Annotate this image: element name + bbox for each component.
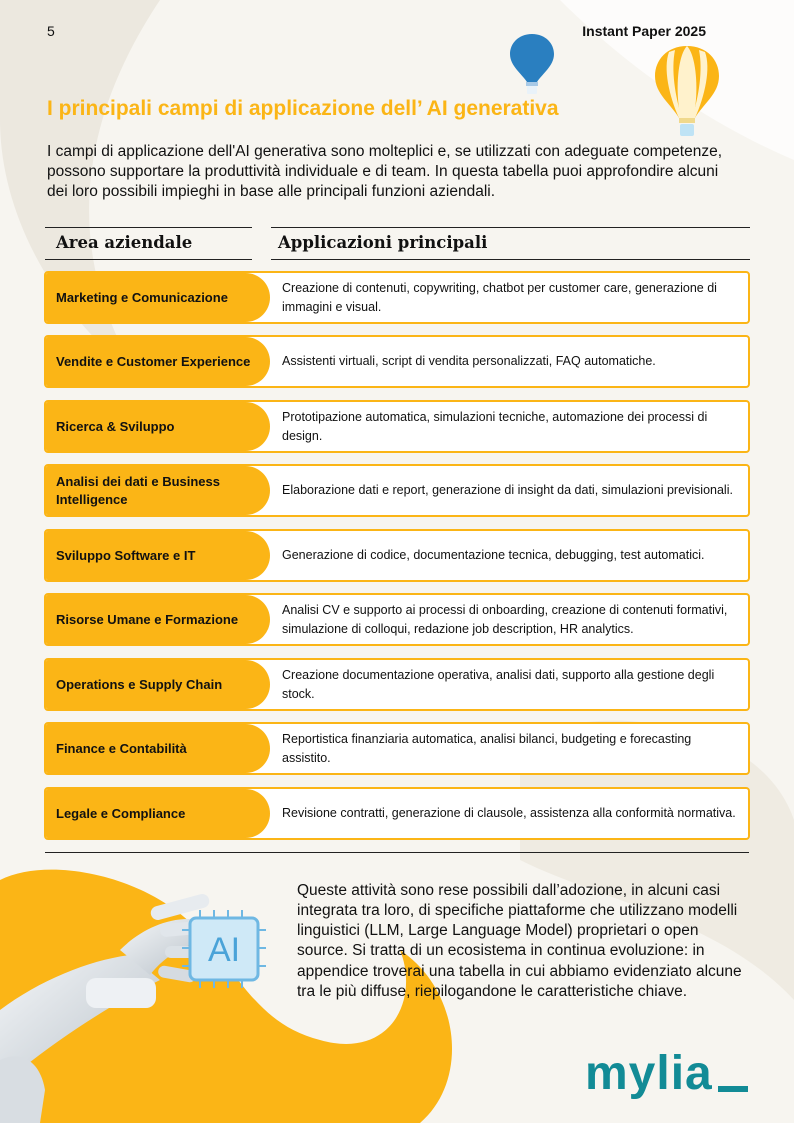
applications-cell: Creazione documentazione operativa, analisi dati, supporto alla gestione degli stock. [282, 668, 715, 701]
area-cell: Analisi dei dati e Business Intelligence [46, 466, 270, 515]
area-cell: Vendite e Customer Experience [46, 337, 270, 386]
applications-cell: Revisione contratti, generazione di clausole, assistenza alla conformità normativa. [282, 806, 736, 821]
column-header-applications: Applicazioni principali [278, 233, 488, 252]
area-cell: Risorse Umane e Formazione [46, 595, 270, 644]
header-bottom-rule-apps [271, 259, 750, 260]
area-cell: Operations e Supply Chain [46, 660, 270, 709]
applications-cell: Elaborazione dati e report, generazione di insight da dati, simulazioni previsionali. [282, 483, 733, 498]
table-row [44, 529, 750, 582]
intro-paragraph: I campi di applicazione dell'AI generativa sono molteplici e, se utilizzati con adeguate competenze, possono supportare la produttività individuale e di team. In questa tabella puoi approfondire alcuni dei loro possibili impieghi in base alle principali funzioni aziendali. [47, 143, 723, 201]
applications-cell: Analisi CV e supporto ai processi di onboarding, creazione di contenuti formativi, simulazione di colloqui, redazione job description, HR analytics. [282, 603, 728, 636]
page-title: I principali campi di applicazione dell’ AI generativa [47, 97, 559, 120]
header-top-rule-apps [271, 227, 750, 228]
area-cell: Sviluppo Software e IT [46, 531, 270, 580]
robot-hand-illustration [0, 860, 290, 1123]
applications-cell: Prototipazione automatica, simulazioni tecniche, automazione dei processi di design. [282, 410, 708, 443]
ai-chip-icon [182, 910, 266, 988]
header-bottom-rule-area [45, 259, 252, 260]
yellow-balloon-icon [655, 46, 719, 138]
applications-cell: Generazione di codice, documentazione tecnica, debugging, test automatici. [282, 548, 705, 563]
table-bottom-rule [45, 852, 749, 853]
mylia-logo: mylia [585, 1047, 713, 1100]
table-row [44, 464, 750, 517]
applications-cell: Creazione di contenuti, copywriting, chatbot per customer care, generazione di immagini e visual. [282, 281, 717, 314]
logo-underscore [718, 1086, 748, 1092]
header-top-rule-area [45, 227, 252, 228]
blue-balloon-icon [510, 34, 554, 96]
header-brand: Instant Paper 2025 [582, 23, 706, 39]
table-row [44, 400, 750, 453]
applications-cell: Assistenti virtuali, script di vendita personalizzati, FAQ automatiche. [282, 354, 656, 369]
column-header-area: Area aziendale [56, 233, 193, 252]
area-cell: Ricerca & Sviluppo [46, 402, 270, 451]
table-row [44, 787, 750, 840]
table-row [44, 335, 750, 388]
area-cell: Finance e Contabilità [46, 724, 270, 773]
applications-cell: Reportistica finanziaria automatica, analisi bilanci, budgeting e forecasting assistito. [282, 732, 692, 765]
table-row [44, 271, 750, 324]
ai-chip-label: AI [207, 931, 241, 969]
table-row [44, 593, 750, 646]
table-row [44, 658, 750, 711]
page-number: 5 [47, 23, 55, 39]
outro-paragraph: Queste attività sono rese possibili dall’adozione, in alcuni casi integrata tra loro, di specifiche piattaforme che utilizzano modelli linguistici (LLM, Large Language Model) proprietari o open source. Si tratta di un ecosistema in continua evoluzione: in appendice troverai una tabella in cui abbiamo evidenziato alcune tra le più diffuse, riepilogandone le caratteristiche chiave. [297, 882, 742, 1000]
area-cell: Marketing e Comunicazione [46, 273, 270, 322]
table-row [44, 722, 750, 775]
area-cell: Legale e Compliance [46, 789, 270, 838]
